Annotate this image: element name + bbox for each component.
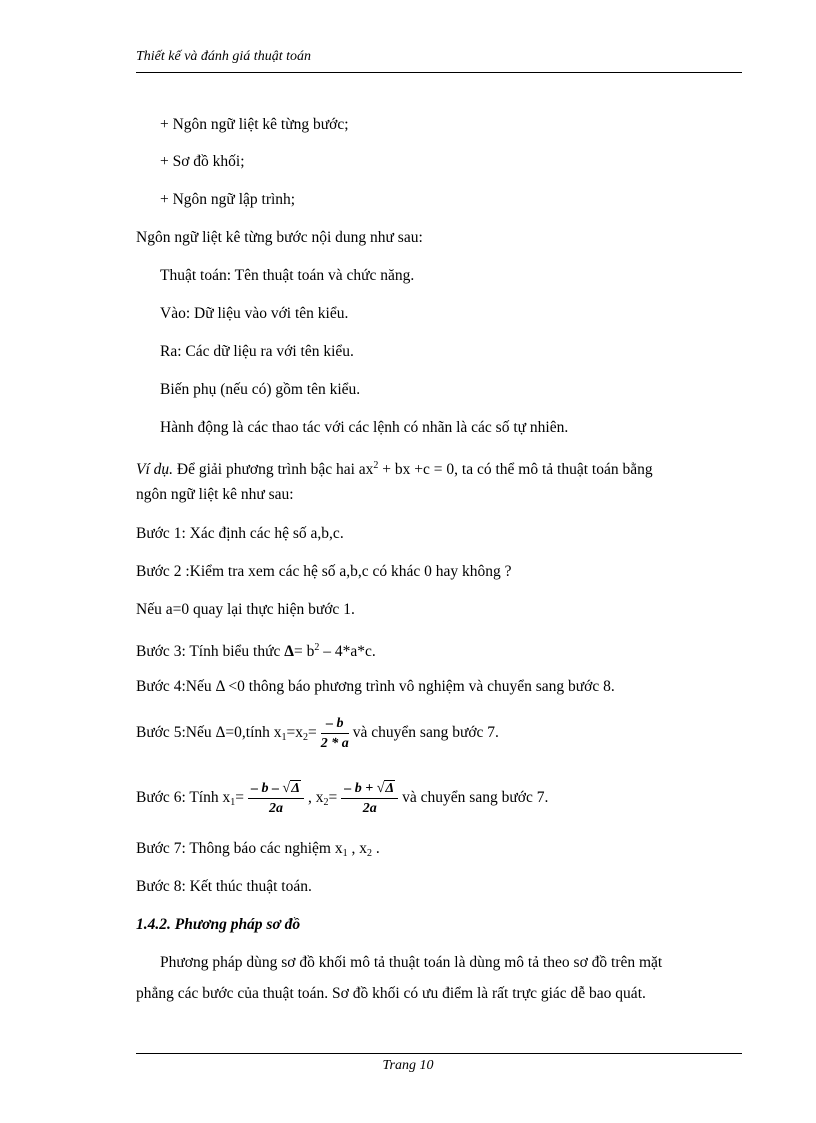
step-text: và chuyển sang bước 7. <box>402 789 549 806</box>
fraction-denominator: 2a <box>268 800 283 816</box>
fraction-numerator <box>248 780 304 799</box>
fraction <box>321 715 349 752</box>
page-number: Trang 10 <box>382 1058 434 1073</box>
subscript: 1 <box>230 797 236 808</box>
step-1: Bước 1: Xác định các hệ số a,b,c. <box>136 525 344 542</box>
subscript: 2 <box>303 732 309 743</box>
step-text: Bước 3: Tính biểu thức <box>136 643 285 661</box>
step-text: , x <box>307 789 324 806</box>
step-text: = <box>308 724 317 741</box>
section-heading: 1.4.2. Phương pháp sơ đồ <box>136 916 301 933</box>
step-8: Bước 8: Kết thúc thuật toán. <box>136 878 312 895</box>
step-text: , x <box>347 840 367 857</box>
step-text: Bước 6: Tính x <box>136 789 231 806</box>
list-item: + Sơ đồ khối; <box>160 153 245 170</box>
fraction-numerator: – b <box>321 715 349 734</box>
paragraph: Hành động là các thao tác với các lệnh có nhãn là các số tự nhiên. <box>160 419 569 436</box>
paragraph: ngôn ngữ liệt kê như sau: <box>136 486 294 503</box>
step-text: =x <box>286 724 304 741</box>
step-text: Bước 7: Thông báo các nghiệm x <box>136 840 343 857</box>
list-item: + Ngôn ngữ liệt kê từng bước; <box>160 116 349 133</box>
superscript: 2 <box>373 460 379 471</box>
paragraph: Thuật toán: Tên thuật toán và chức năng. <box>160 267 415 284</box>
paragraph: Ngôn ngữ liệt kê từng bước nội dung như sau: <box>136 229 423 246</box>
numerator-text: – b – <box>251 780 279 796</box>
step-text: – 4*a*c. <box>319 643 376 661</box>
header-rule <box>136 72 742 73</box>
numerator-text: – b + <box>344 780 374 796</box>
square-root <box>377 780 395 797</box>
radical-sign: √ <box>282 780 291 796</box>
paragraph: Phương pháp dùng sơ đồ khối mô tả thuật toán là dùng mô tả theo sơ đồ trên mặt <box>160 954 663 971</box>
step-text: = b <box>293 643 315 661</box>
subscript: 2 <box>366 848 372 859</box>
step-7 <box>136 839 380 859</box>
radical-sign: √ <box>376 780 385 796</box>
example-label: Ví dụ. <box>136 461 174 479</box>
fraction <box>341 780 398 817</box>
step-2: Bước 2 :Kiểm tra xem các hệ số a,b,c có khác 0 hay không ? <box>136 563 512 580</box>
step-5 <box>136 713 499 753</box>
example-text: + bx +c = 0, ta có thể mô tả thuật toán bằng <box>378 461 653 479</box>
step-text: = <box>328 789 338 806</box>
paragraph: phẳng các bước của thuật toán. Sơ đồ khối có ưu điểm là rất trực giác dễ bao quát. <box>136 985 646 1002</box>
radicand: Δ <box>291 780 300 796</box>
subscript: 2 <box>323 797 329 808</box>
paragraph: Vào: Dữ liệu vào với tên kiểu. <box>160 305 349 322</box>
radicand: Δ <box>385 780 395 796</box>
fraction-numerator <box>341 780 398 799</box>
step-text: Bước 5:Nếu Δ=0,tính x <box>136 724 282 741</box>
fraction-denominator: 2a <box>362 800 377 816</box>
step-4: Bước 4:Nếu Δ <0 thông báo phương trình vô nghiệm và chuyển sang bước 8. <box>136 678 615 695</box>
step-3 <box>136 638 376 662</box>
subscript: 1 <box>342 848 348 859</box>
delta-symbol: Δ <box>284 643 294 661</box>
step-text: = <box>235 789 244 806</box>
step-text: . <box>371 840 380 857</box>
subscript: 1 <box>281 732 287 743</box>
example-text: Để giải phương trình bậc hai ax <box>173 461 374 479</box>
list-item: + Ngôn ngữ lập trình; <box>160 191 296 208</box>
step-2-note: Nếu a=0 quay lại thực hiện bước 1. <box>136 601 355 618</box>
paragraph: Ra: Các dữ liệu ra với tên kiểu. <box>160 343 354 360</box>
superscript: 2 <box>314 642 320 653</box>
paragraph: Biến phụ (nếu có) gồm tên kiểu. <box>160 381 361 398</box>
step-text: và chuyển sang bước 7. <box>352 724 499 741</box>
example-paragraph <box>136 456 653 480</box>
page-header-title: Thiết kế và đánh giá thuật toán <box>136 49 311 64</box>
square-root <box>283 780 301 797</box>
step-6 <box>136 778 548 818</box>
fraction-denominator: 2 * a <box>320 735 349 751</box>
fraction <box>248 780 304 817</box>
footer-rule <box>136 1053 742 1054</box>
